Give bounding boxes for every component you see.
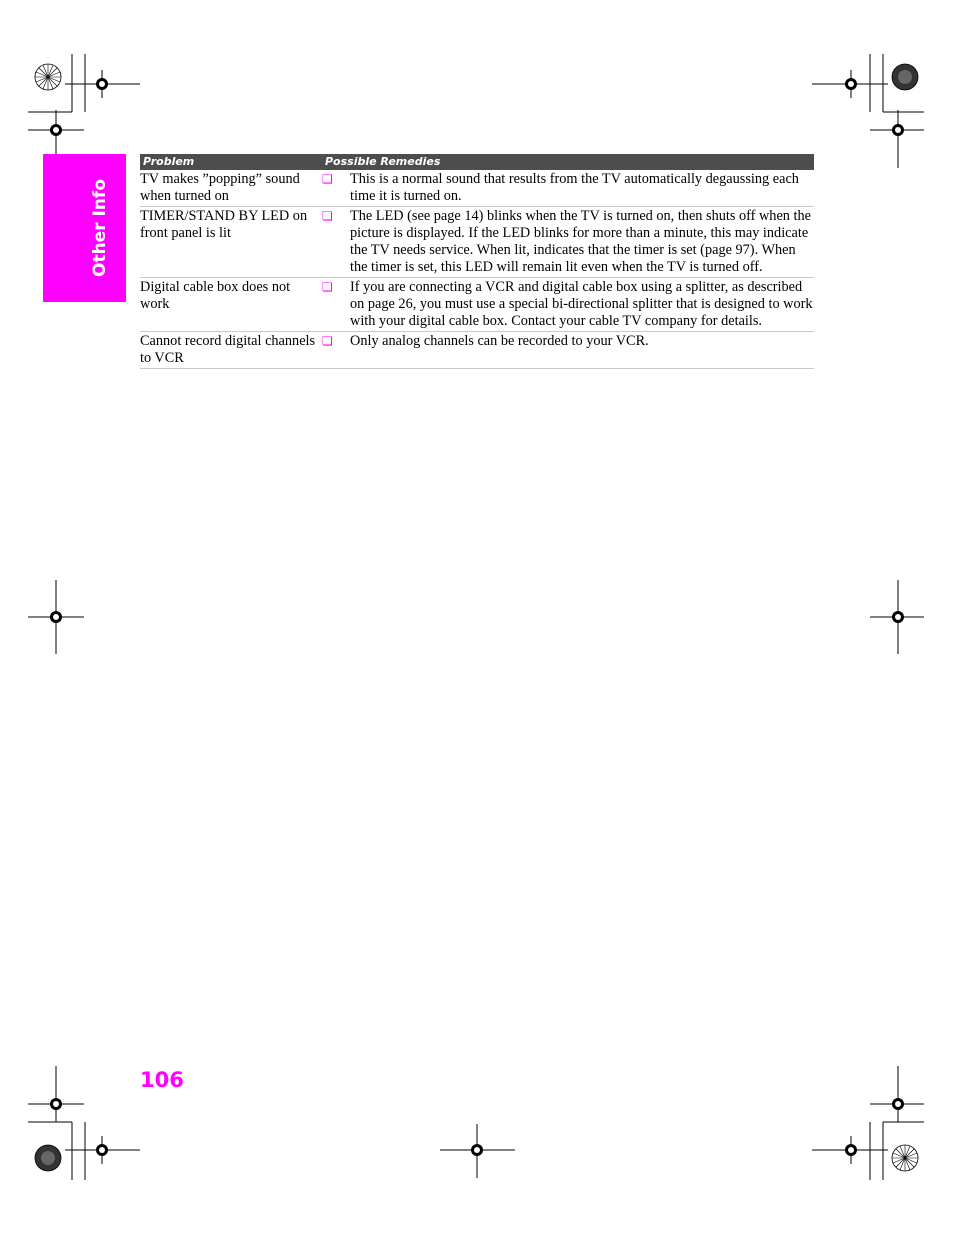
remedy-cell: The LED (see page 14) blinks when the TV is turned on, then shuts off when the picture is displayed. If the LED blinks for more than a minute, this may indicate the TV needs service. When lit, indicates that the timer is set (page 97). When the timer is set, this LED will remain lit even when the TV is turned off. [350, 208, 811, 275]
header-possible-remedies: Possible Remedies [325, 155, 441, 168]
page-number: 106 [140, 1068, 184, 1092]
problem-cell: Digital cable box does not work [140, 279, 291, 312]
checkbox-bullet-icon: ❏ [322, 172, 333, 186]
table-row [140, 278, 814, 332]
table-header [140, 154, 814, 170]
header-problem: Problem [143, 155, 195, 168]
remedy-cell: This is a normal sound that results from the TV automatically degaussing each time it is turned on. [350, 171, 799, 204]
checkbox-bullet-icon: ❏ [322, 280, 333, 294]
problem-cell: TV makes ”popping” sound when turned on [140, 171, 300, 204]
remedy-cell: Only analog channels can be recorded to your VCR. [350, 333, 649, 349]
problem-cell: Cannot record digital channels to VCR [140, 333, 316, 366]
side-tab [43, 154, 126, 302]
table-row [140, 170, 814, 207]
troubleshooting-table [140, 154, 814, 369]
checkbox-bullet-icon: ❏ [322, 209, 333, 223]
remedy-cell: If you are connecting a VCR and digital cable box using a splitter, as described on page 26, you must use a special bi-directional splitter that is designed to work with your digital cable box. Contact your cable TV company for details. [350, 279, 813, 329]
problem-cell: TIMER/STAND BY LED on front panel is lit [140, 208, 308, 241]
table-row [140, 207, 814, 278]
checkbox-bullet-icon: ❏ [322, 334, 333, 348]
side-tab-label: Other Info [90, 178, 110, 278]
table-row [140, 332, 814, 369]
